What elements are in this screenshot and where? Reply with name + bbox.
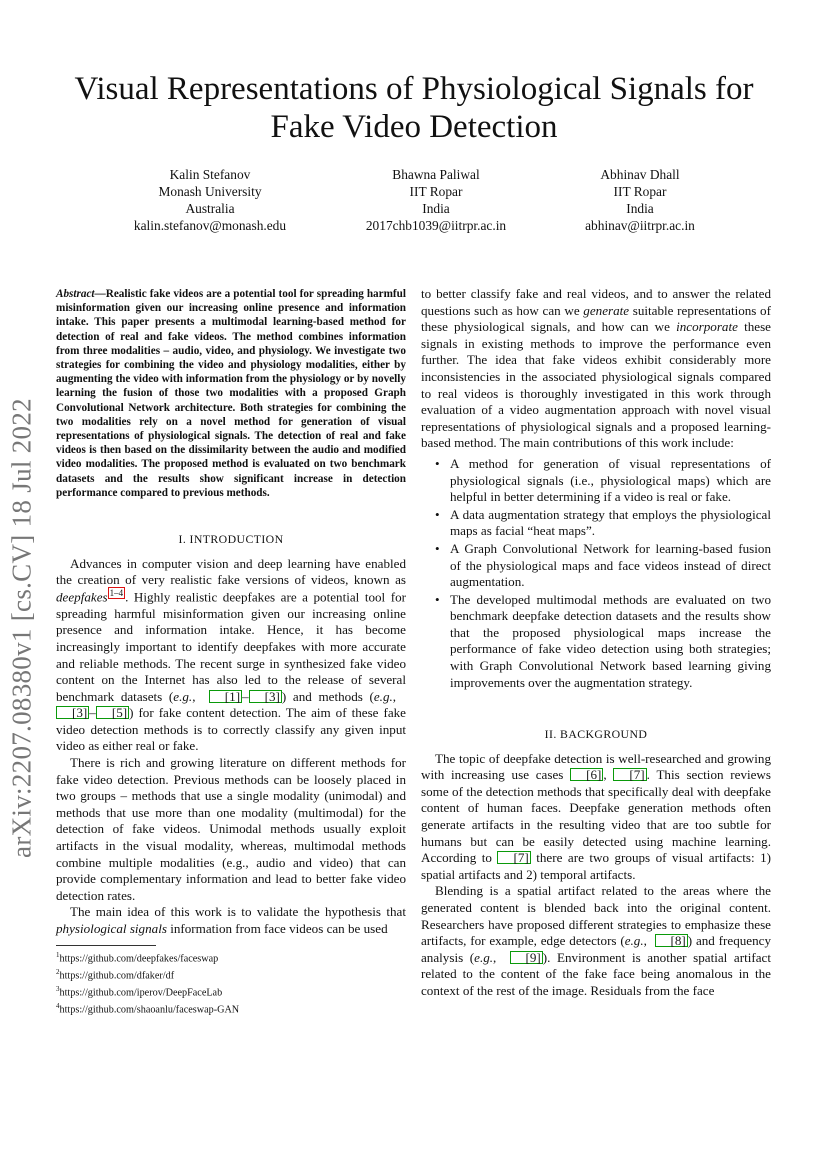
footnote-separator	[56, 945, 156, 946]
footnote-number: 4	[56, 1001, 60, 1010]
author-name: Bhawna Paliwal	[392, 167, 480, 182]
section-initial: B	[560, 727, 569, 741]
emphasis: e.g.	[373, 688, 393, 704]
arxiv-id: arXiv:2207.08380v1 [cs.CV] 18 Jul 2022	[6, 398, 37, 858]
citation-link[interactable]: [1]	[209, 690, 242, 703]
author-country: India	[422, 201, 450, 216]
author-email: abhinav@iitrpr.ac.in	[585, 218, 695, 233]
footnote[interactable]	[56, 1000, 406, 1017]
author-country: Australia	[185, 201, 235, 216]
emphasis: incorporate	[676, 319, 738, 335]
footnote[interactable]	[56, 966, 406, 983]
footnote[interactable]	[56, 949, 406, 966]
text-run: . This section reviews some of the detection methods that specifically deal with deepfake content of human faces. Deepfake generation methods often generate artifacts in the resulting video that are too subtle for humans but can be easily detected using machine learning. According to	[421, 767, 771, 866]
paragraph: The topic of deepfake detection is well-researched and growing with increasing use cases [6] , [7] . This section reviews some of the detection methods that specifically deal with deepfake content of human faces. Deepfake generation methods often generate artifacts in the resulting video that are too subtle for humans but can be easily detected using machine learning. According to [7] there are two groups of visual artifacts: 1) spatial artifacts and 2) temporal artifacts.	[421, 750, 771, 882]
bullet-icon: •	[435, 540, 440, 556]
citation-link[interactable]: [7]	[497, 851, 530, 864]
abstract-text: —Realistic fake videos are a potential tool for spreading harmful misinformation given our increasing online presence and information intake. This paper presents a multimodal learning-based method for detection of real and fake videos. The method combines information from three modalities – audio, video, and physiology. We investigate two strategies for combining the video and physiology modalities, either by augmenting the video with information from the physiology or by novelly learning the fusion of those two modalities with a proposed Graph Convolutional Network architecture. Both strategies for combining the two modalities rely on a novel method for generation of visual representations of physiological signals. The detection of real and fake videos is then based on the dissimilarity between the audio and modified video modalities. The proposed method is evaluated on two benchmark datasets and the results show significant increase in detection performance compared to previous methods.	[56, 288, 406, 499]
paragraph	[56, 904, 406, 937]
paragraph	[421, 286, 771, 452]
contributions-list	[421, 456, 771, 691]
citation-link[interactable]: [5]	[96, 706, 129, 719]
author-email: 2017chb1039@iitrpr.ac.in	[365, 218, 507, 233]
bullet-icon: •	[435, 591, 440, 607]
citation-link[interactable]: [3]	[56, 706, 89, 719]
section-title-rest: NTRODUCTION	[193, 532, 284, 546]
text-run: Blending is a spatial artifact related to the areas where the generated content is blended back into the original content. Researchers have proposed different strategies to emphasize these artifacts, for example, edge detectors (	[421, 883, 771, 949]
section-number: II.	[544, 727, 557, 741]
list-item-text: The developed multimodal methods are evaluated on two benchmark deepfake detection datasets and the results show that the proposed physiological maps increase the performance of fake video detection using both strategies; with Graph Convolutional Network based learning giving improvements over the augmentation strategy.	[450, 591, 771, 690]
footnote[interactable]	[56, 983, 406, 1000]
footnote-ref[interactable]: 1–4	[109, 587, 124, 598]
section-heading	[421, 726, 771, 743]
list-item-text: A data augmentation strategy that employs the physiological maps as facial “heat maps”.	[450, 506, 771, 539]
text-run: to better classify fake and real videos, and to answer the related questions such as how can we	[421, 286, 771, 318]
emphasis: e.g.	[173, 688, 193, 704]
bullet-icon: •	[435, 455, 440, 471]
text-run: ) for fake content detection. The aim of these fake video detection methods is to correctly classify any given input video as either real or fake.	[56, 705, 406, 754]
citation-link[interactable]: [6]	[570, 768, 603, 781]
introduction-section	[56, 531, 406, 938]
author-affiliation: IIT Ropar	[409, 184, 463, 199]
author-affiliation: Monash University	[158, 184, 262, 199]
emphasis: e.g.	[624, 933, 644, 949]
citation-link[interactable]: [8]	[655, 934, 688, 947]
text-run: information from face videos can be used	[170, 921, 388, 937]
emphasis: generate	[583, 302, 630, 318]
paragraph: There is rich and growing literature on different methods for fake video detection. Previous methods can be loosely placed in two groups – methods that use a single modality (unimodal) and methods that use more than one modality (multimodal) for the detection of fake videos. Unimodal methods usually exploit artifacts in the visual modality, whereas, multimodal methods combine multiple modalities (e.g., audio and video) that can provide complementary information and lead to better fake video detection rates.	[56, 755, 406, 903]
list-item	[421, 456, 771, 506]
abstract	[56, 287, 406, 500]
author-email: kalin.stefanov@monash.edu	[133, 218, 287, 233]
footnote-number: 1	[56, 951, 60, 959]
introduction-continued	[421, 286, 771, 692]
footnote-number: 2	[56, 967, 60, 976]
footnote-link[interactable]: https://github.com/shaoanlu/faceswap-GAN	[59, 1004, 240, 1016]
author-block	[100, 166, 320, 234]
text-run: ) and methods (	[281, 688, 374, 704]
footnote-link[interactable]: https://github.com/dfaker/df	[59, 970, 175, 982]
emphasis: deepfakes	[56, 589, 108, 605]
arxiv-stamp	[2, 378, 42, 878]
citation-link[interactable]: [9]	[510, 951, 543, 964]
footnotes	[56, 945, 406, 1017]
author-block	[326, 166, 546, 234]
background-section	[421, 726, 771, 1000]
paragraph: Blending is a spatial artifact related to the areas where the generated content is blended back into the original content. Researchers have proposed different strategies to emphasize these artifacts, for example, edge detectors (e.g., [8] ) and frequency analysis (e.g., [9] ). Environment is another spatial artifact related to the content of the fake face being anomalous in the context of the rest of the image. Residuals from the face	[421, 883, 771, 998]
author-name: Kalin Stefanov	[169, 167, 251, 182]
list-item	[421, 541, 771, 591]
footnote-link[interactable]: https://github.com/deepfakes/faceswap	[59, 953, 219, 965]
emphasis: e.g.	[474, 949, 494, 965]
section-heading	[56, 531, 406, 548]
author-name: Abhinav Dhall	[600, 167, 680, 182]
text-run: suitable representations of these physiological signals, and how can we	[421, 302, 771, 335]
citation-link[interactable]: [3]	[249, 690, 282, 703]
footnote-link[interactable]: https://github.com/iperov/DeepFaceLab	[59, 987, 223, 999]
paper-title: Visual Representations of Physiological Signals for Fake Video Detection	[74, 71, 754, 145]
text-run: The main idea of this work is to validate the hypothesis that	[70, 904, 406, 920]
text-run: . Highly realistic deepfakes are a potential tool for spreading harmful misinformation given our increasing online presence and information intake. Hence, it has become increasingly important to identify deepfakes with more accurate and reliable methods. The recent surge in synthesized fake video content on the Internet has also led to the release of several benchmark datasets (	[56, 589, 406, 704]
bullet-icon: •	[435, 506, 440, 522]
text-run: these signals in existing methods to improve the performance even further. The idea that fake videos exhibit considerably more inconsistencies in the associated physiological signals compared to real videos is thoroughly investigated in this work through evaluation of a video augmentation approach with novel visual representations of physiological signals and a proposed learning-based method. The main contributions of this work include:	[421, 319, 771, 451]
author-country: India	[626, 201, 654, 216]
text-run: ) and frequency analysis (	[421, 933, 771, 965]
list-item-text: A Graph Convolutional Network for learning-based fusion of the physiological maps and face videos instead of direct augmentation.	[450, 540, 771, 590]
text-run: Advances in computer vision and deep learning have enabled the creation of very realistic fake versions of videos, known as	[56, 555, 406, 588]
footnote-number: 3	[56, 984, 60, 993]
section-number: I.	[178, 532, 187, 546]
list-item-text: A method for generation of visual representations of physiological signals (i.e., physiological maps) which are helpful in better determining if a video is real or fake.	[450, 455, 771, 505]
text-run: there are two groups of visual artifacts: 1) spatial artifacts and 2) temporal artifacts.	[421, 850, 771, 882]
author-block	[530, 166, 750, 234]
list-item	[421, 507, 771, 540]
text-run: ). Environment is another spatial artifact related to the content of the fake face being anomalous in the context of the rest of the image. Residuals from the face	[421, 949, 771, 998]
author-affiliation: IIT Ropar	[613, 184, 667, 199]
paragraph: Advances in computer vision and deep learning have enabled the creation of very realistic fake versions of videos, known as deepfakes $^{1-4}$ . Highly realistic deepfakes are a potential tool for spreading harmful misinformation given our increasing online presence and information intake. Hence, it has become increasingly important to identify deepfakes with more accurate and reliable methods. The recent surge in synthesized fake video content on the Internet has also led to the release of several benchmark datasets (e.g., [1] – [3] ) and methods (e.g., [3] – [5] ) for fake content detection. The aim of these fake video detection methods is to correctly classify any given input video as either real or fake.	[56, 555, 406, 754]
text-run: The topic of deepfake detection is well-researched and growing with increasing use cases	[421, 750, 771, 783]
list-item	[421, 592, 771, 692]
citation-link[interactable]: [7]	[613, 768, 646, 781]
abstract-label: Abstract	[56, 288, 95, 300]
section-title-rest: ACKGROUND	[568, 727, 648, 741]
section-initial: I	[189, 532, 194, 546]
emphasis: physiological signals	[56, 921, 167, 937]
